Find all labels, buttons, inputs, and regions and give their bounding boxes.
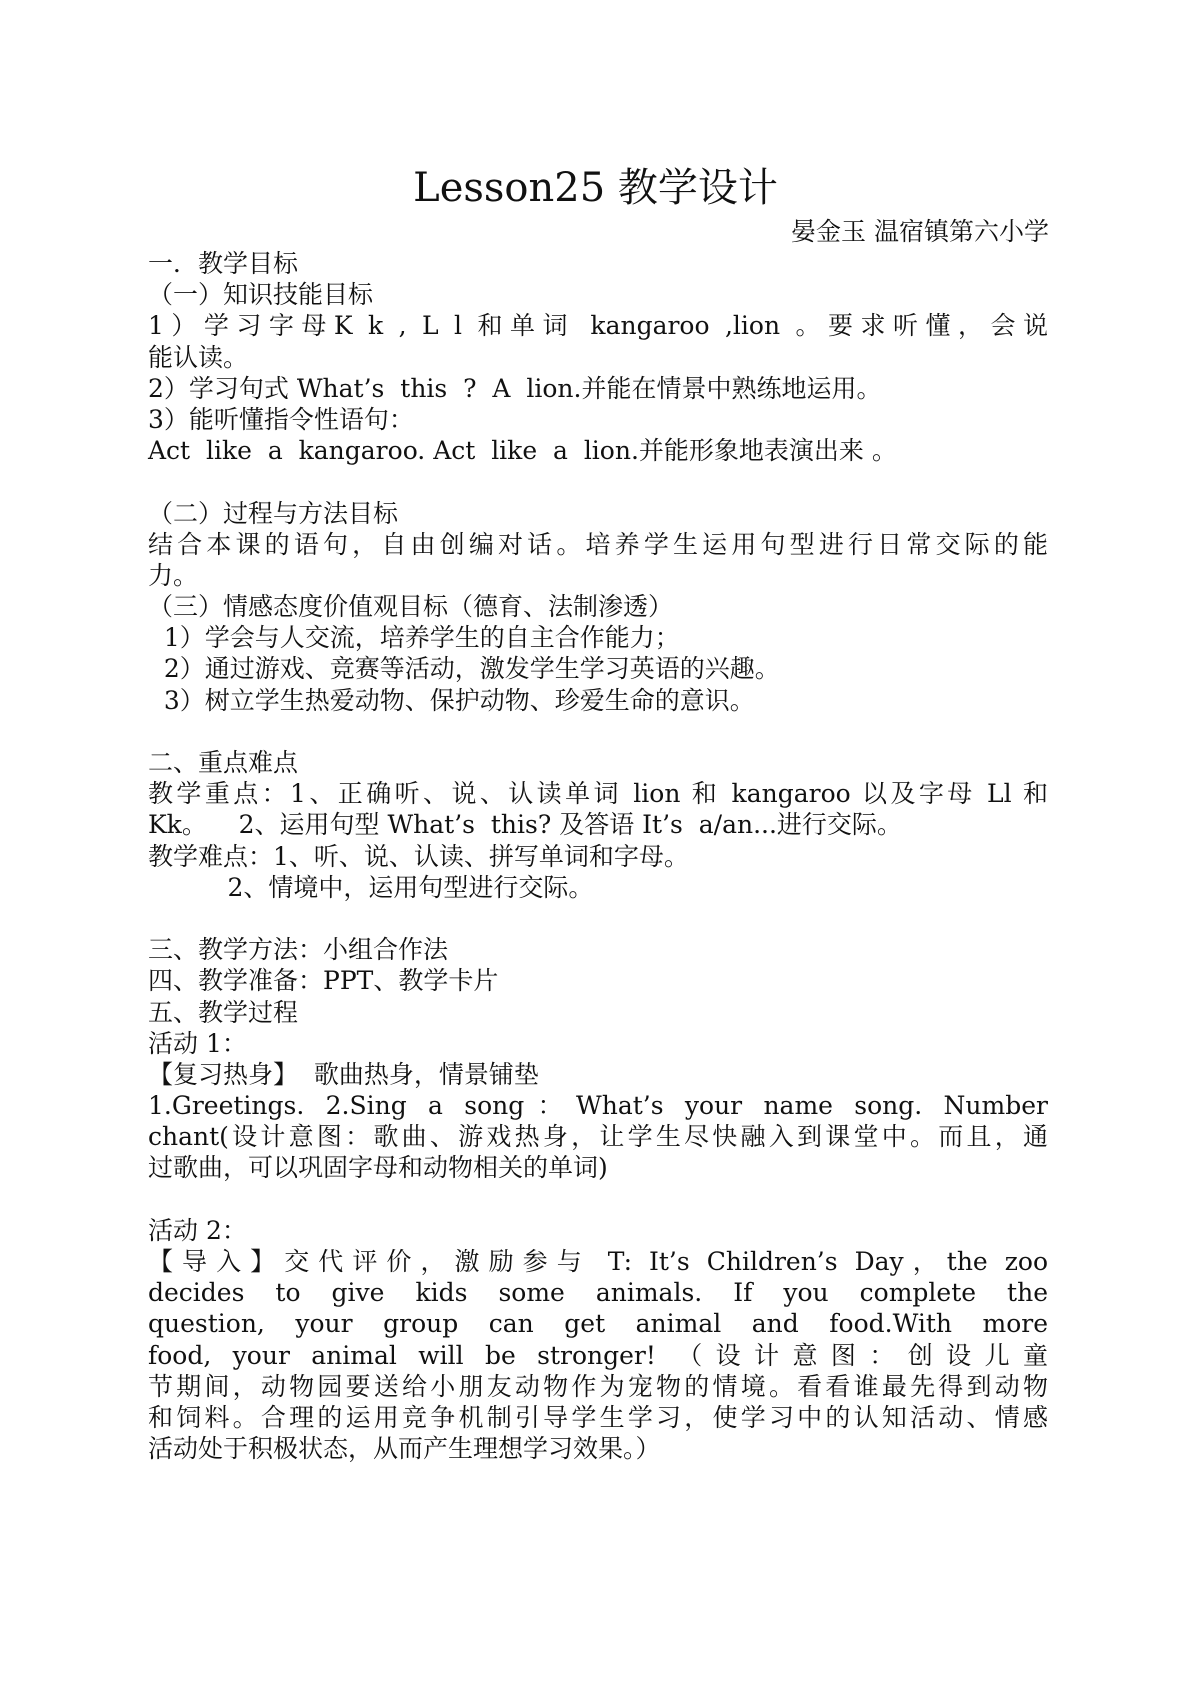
text-line: 过歌曲，可以巩固字母和动物相关的单词) [148, 1153, 608, 1183]
text-line: food, your animal will be stronger! （设计意图：创设儿童 [148, 1340, 1048, 1370]
text-line: 1.Greetings. 2.Sing a song：What’s your name song. Number [148, 1091, 1048, 1121]
text-line: 教学重点：1、正确听、说、认读单词 lion 和 kangaroo 以及字母 Ll 和 [148, 779, 1048, 809]
text-line: 2、情境中，运用句型进行交际。 [148, 872, 594, 902]
text-line: chant(设计意图：歌曲、游戏热身，让学生尽快融入到课堂中。而且，通 [148, 1122, 1048, 1152]
text-line: 3）树立学生热爱动物、保护动物、珍爱生命的意识。 [148, 685, 755, 715]
text-line: 1）学会与人交流，培养学生的自主合作能力； [148, 623, 680, 653]
subheading-knowledge-skills: （一）知识技能目标 [148, 280, 374, 310]
text-line: 2）学习句式 What’s this ? A lion.并能在情景中熟练地运用。 [148, 373, 882, 403]
text-line: 能认读。 [148, 342, 249, 372]
text-line: 3）能听懂指令性语句： [148, 404, 414, 434]
text-line: 2）通过游戏、竞赛等活动，激发学生学习英语的兴趣。 [148, 654, 780, 684]
text-line: Act like a kangaroo. Act like a lion.并能形象地表演出来 。 [148, 436, 897, 466]
blank-line [148, 466, 1048, 497]
text-line: 教学难点：1、听、说、认读、拼写单词和字母。 [148, 841, 689, 871]
subheading-process-methods: （二）过程与方法目标 [148, 498, 399, 528]
section-heading-key-points: 二、重点难点 [148, 748, 299, 777]
text-line: 【复习热身】 歌曲热身，情景铺垫 [148, 1059, 539, 1089]
blank-line [148, 716, 1048, 747]
text-line: 力。 [148, 560, 199, 590]
blank-line [148, 903, 1048, 934]
document-title: Lesson25 教学设计 [413, 165, 778, 211]
text-line: decides to give kids some animals. If you complete the [148, 1278, 1048, 1308]
section-heading-objectives: 一．教学目标 [148, 249, 299, 278]
document-body [148, 248, 1048, 1464]
blank-line [148, 1184, 1048, 1215]
text-line: 结合本课的语句，自由创编对话。培养学生运用句型进行日常交际的能 [148, 529, 1048, 559]
subheading-emotional-values: （三）情感态度价值观目标（德育、法制渗透） [148, 592, 674, 622]
section-heading-preparation: 四、教学准备：PPT、教学卡片 [148, 966, 499, 996]
section-heading-methods: 三、教学方法：小组合作法 [148, 935, 449, 965]
text-line: Kk。 2、运用句型 What’s this? 及答语 It’s a/an...进行交际。 [148, 810, 902, 840]
text-line: 节期间，动物园要送给小朋友动物作为宠物的情境。看看谁最先得到动物 [148, 1371, 1048, 1401]
activity-heading: 活动 1： [148, 1028, 247, 1058]
text-line: 和饲料。合理的运用竞争机制引导学生学习，使学习中的认知活动、情感 [148, 1402, 1048, 1432]
text-line: 活动处于积极状态，从而产生理想学习效果。） [148, 1434, 661, 1464]
author-line: 晏金玉 温宿镇第六小学 [791, 217, 1049, 246]
text-line: 【导入】交代评价，激励参与 T: It’s Children’s Day，the zoo [148, 1247, 1048, 1276]
activity-heading: 活动 2： [148, 1215, 247, 1245]
text-line: 1）学习字母K k , L l 和单词 kangaroo ,lion 。要求听懂，会说 [148, 311, 1048, 341]
text-line: question, your group can get animal and food.With more [148, 1309, 1048, 1339]
section-heading-process: 五、教学过程 [148, 997, 299, 1027]
